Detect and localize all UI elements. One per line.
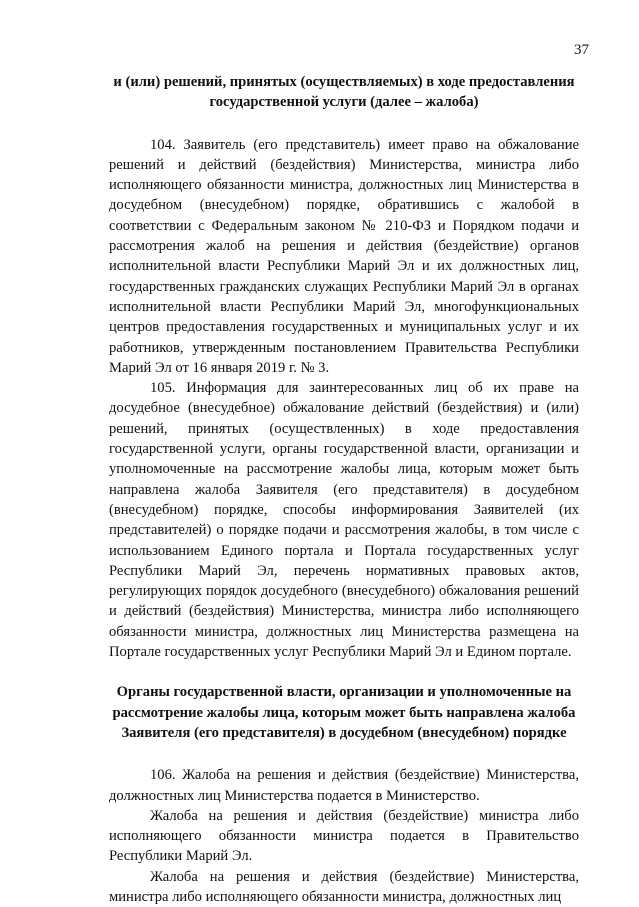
page-number: 37 — [574, 42, 589, 58]
paragraph-104: 104. Заявитель (его представитель) имеет право на обжалование решений и действий (бездействия) Министерства, министра либо исполняющего обязанности министра, должностных лиц Министерства в досудебном (внесудебном) порядке, обратившись с жалобой в соответствии с Федеральным законом № 210-ФЗ и Порядком подачи и рассмотрения жалоб на решения и действия (бездействие) органов исполнительной власти Республики Марий Эл и их должностных лиц, государственных гражданских служащих Республики Марий Эл в органах исполнительной власти Республики Марий Эл, многофункциональных центров предоставления государственных и муниципальных услуг и их работников, утвержденным постановлением Правительства Республики Марий Эл от 16 января 2019 г. № 3. — [109, 136, 579, 376]
section-heading-authorities: Органы государственной власти, организации и уполномоченные на рассмотрение жалобы лица, которым может быть направлена жалоба Заявителя (его представителя) в досудебном (внесудебном) порядке — [112, 684, 576, 741]
spacer — [109, 743, 579, 765]
spacer — [109, 662, 579, 682]
document-body — [109, 72, 579, 907]
paragraph-105: 105. Информация для заинтересованных лиц об их праве на досудебное (внесудебное) обжалование действий (бездействия) и (или) решений, принятых (осуществленных) в ходе предоставления государственной услуги, органы государственной власти, организации и уполномоченные на рассмотрение жалобы лица, которым может быть направлена жалоба Заявителя (его представителя) в досудебном (внесудебном) порядке, способы информирования Заявителей (их представителей) о порядке подачи и рассмотрения жалобы, в том числе с использованием Единого портала и Портала государственных услуг Республики Марий Эл, перечень нормативных правовых актов, регулирующих порядок досудебного (внесудебного) обжалования решений и действий (бездействия) Министерства, министра либо исполняющего обязанности министра, должностных лиц Министерства размещена на Портале государственных услуг Республики Марий Эл и Едином портале. — [109, 380, 579, 661]
paragraph-106-continued: Жалоба на решения и действия (бездействие) Министерства, министра либо исполняющего обязанности министра, должностных лиц — [109, 868, 579, 905]
paragraph-106-government: Жалоба на решения и действия (бездействие) министра либо исполняющего обязанности министра подается в Правительство Республики Марий Эл. — [109, 807, 579, 865]
spacer — [109, 113, 579, 135]
section-heading-appeal: и (или) решений, принятых (осуществляемых) в ходе предоставления государственной услуги (далее – жалоба) — [113, 74, 575, 111]
paragraph-106: 106. Жалоба на решения и действия (бездействие) Министерства, должностных лиц Министерства подается в Министерство. — [109, 767, 579, 804]
